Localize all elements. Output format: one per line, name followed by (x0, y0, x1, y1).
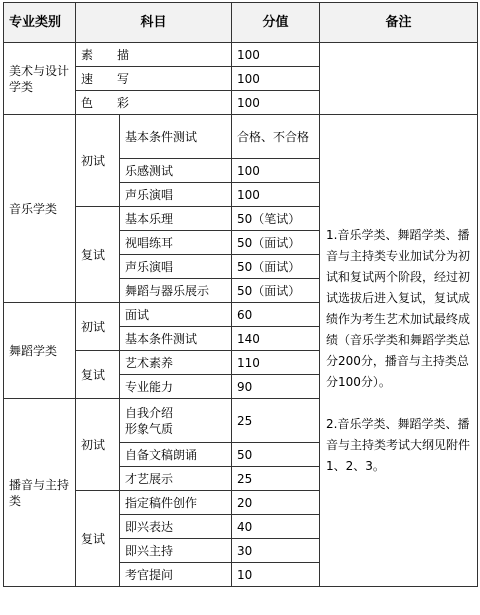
subject-cell: 基本乐理 (120, 207, 232, 231)
category-dance: 舞蹈学类 (4, 303, 76, 399)
exam-subjects-table (3, 2, 478, 587)
subject-cell: 速 写 (76, 67, 232, 91)
subject-cell: 面试 (120, 303, 232, 327)
header-row (4, 3, 478, 43)
score-cell: 50 (232, 443, 320, 467)
score-cell: 90 (232, 375, 320, 399)
score-cell: 100 (232, 183, 320, 207)
score-cell: 100 (232, 159, 320, 183)
stage-cell: 初试 (76, 303, 120, 351)
subject-cell: 基本条件测试 (120, 115, 232, 159)
header-notes: 备注 (320, 3, 478, 43)
score-cell: 100 (232, 91, 320, 115)
score-cell: 40 (232, 515, 320, 539)
subject-cell: 专业能力 (120, 375, 232, 399)
header-subject: 科目 (76, 3, 232, 43)
stage-cell: 复试 (76, 351, 120, 399)
score-cell: 50（笔试） (232, 207, 320, 231)
header-major-category: 专业类别 (4, 3, 76, 43)
subject-cell: 声乐演唱 (120, 183, 232, 207)
notes-cell (320, 115, 478, 587)
score-cell: 100 (232, 67, 320, 91)
subject-cell: 色 彩 (76, 91, 232, 115)
subject-cell: 基本条件测试 (120, 327, 232, 351)
subject-cell: 自备文稿朗诵 (120, 443, 232, 467)
notes-blank-cell (320, 43, 478, 115)
subject-cell: 艺术素养 (120, 351, 232, 375)
subject-cell: 考官提问 (120, 563, 232, 587)
subject-cell: 即兴主持 (120, 539, 232, 563)
note-1: 1.音乐学类、舞蹈学类、播音与主持类专业加试分为初试和复试两个阶段，经过初试选拔后进入复试，复试成绩作为考生艺术加试最终成绩（音乐学类和舞蹈学类总分200分，播音与主持类总分100分）。 (326, 227, 471, 389)
subject-cell: 舞蹈与器乐展示 (120, 279, 232, 303)
score-cell: 合格、不合格 (232, 115, 320, 159)
score-cell: 25 (232, 467, 320, 491)
subject-cell: 才艺展示 (120, 467, 232, 491)
subject-cell: 素 描 (76, 43, 232, 67)
stage-cell: 初试 (76, 399, 120, 491)
score-cell: 50（面试） (232, 255, 320, 279)
stage-cell: 复试 (76, 207, 120, 303)
stage-cell: 初试 (76, 115, 120, 207)
score-cell: 60 (232, 303, 320, 327)
note-gap (326, 393, 471, 414)
score-cell: 10 (232, 563, 320, 587)
header-score: 分值 (232, 3, 320, 43)
category-art: 美术与设计学类 (4, 43, 76, 115)
subject-cell: 指定稿件创作 (120, 491, 232, 515)
subject-cell: 即兴表达 (120, 515, 232, 539)
exam-table-wrapper (3, 2, 477, 611)
score-cell: 140 (232, 327, 320, 351)
score-cell: 20 (232, 491, 320, 515)
note-2: 2.音乐学类、舞蹈学类、播音与主持类考试大纲见附件1、2、3。 (326, 416, 471, 473)
score-cell: 30 (232, 539, 320, 563)
table-row (4, 115, 478, 159)
stage-cell: 复试 (76, 491, 120, 587)
subject-cell: 自我介绍 形象气质 (120, 399, 232, 443)
category-music: 音乐学类 (4, 115, 76, 303)
score-cell: 100 (232, 43, 320, 67)
table-row (4, 43, 478, 67)
score-cell: 50（面试） (232, 231, 320, 255)
subject-cell: 乐感测试 (120, 159, 232, 183)
subject-cell: 声乐演唱 (120, 255, 232, 279)
score-cell: 25 (232, 399, 320, 443)
score-cell: 50（面试） (232, 279, 320, 303)
subject-cell: 视唱练耳 (120, 231, 232, 255)
score-cell: 110 (232, 351, 320, 375)
category-broadcast: 播音与主持类 (4, 399, 76, 587)
